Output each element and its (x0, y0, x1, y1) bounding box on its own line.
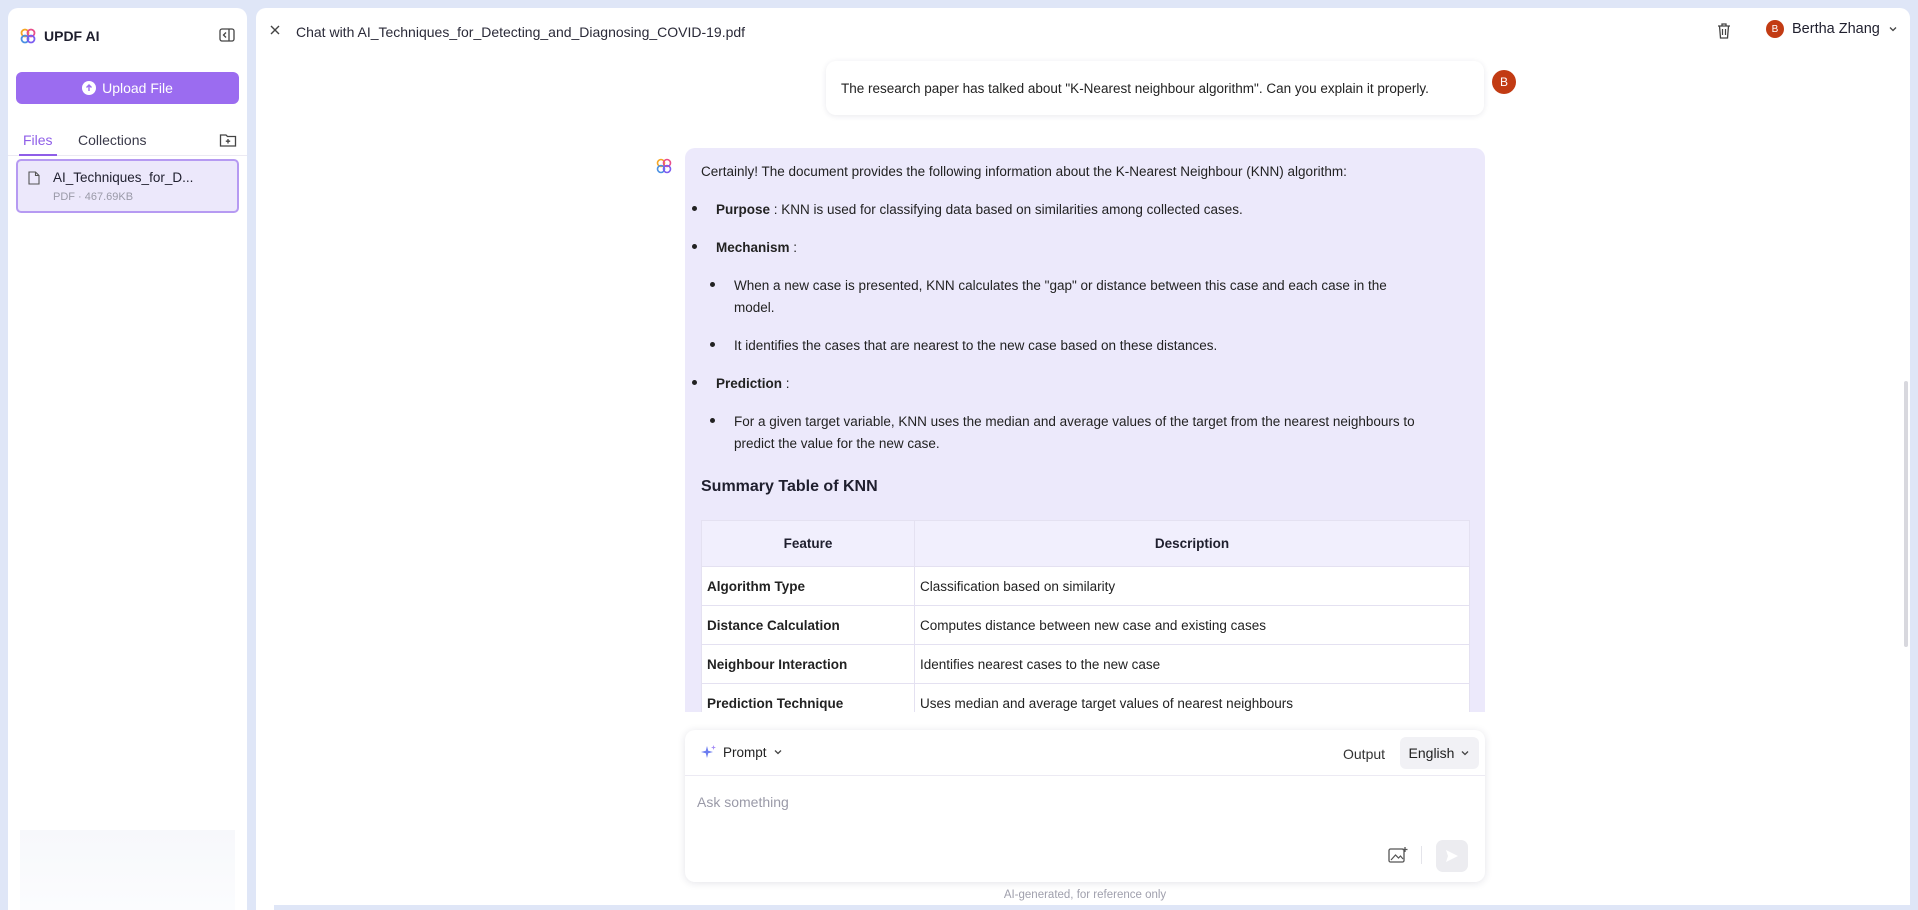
bullet (692, 244, 697, 249)
prediction-suffix: : (782, 376, 790, 391)
upload-icon (82, 81, 96, 95)
prediction-point-line-1: For a given target variable, KNN uses the median and average values of the target from the nearest neighbours to (734, 414, 1415, 429)
send-button[interactable] (1436, 840, 1468, 872)
table-row (702, 567, 1470, 606)
divider (1421, 846, 1422, 864)
ai-message (685, 148, 1485, 712)
document-icon (28, 171, 40, 185)
chevron-down-icon (773, 747, 783, 757)
user-message (826, 61, 1484, 115)
table-cell-description: Computes distance between new case and existing cases (915, 606, 1470, 645)
sidebar-tabs (8, 124, 247, 156)
sparkle-icon (701, 744, 717, 760)
mechanism-item (716, 237, 797, 259)
column-header-feature: Feature (702, 521, 915, 567)
mechanism-suffix: : (789, 240, 798, 255)
mechanism-label: Mechanism (716, 240, 790, 255)
tab-files[interactable]: Files (23, 132, 53, 148)
bullet (710, 418, 715, 423)
user-name: Bertha Zhang (1792, 21, 1880, 37)
mechanism-point-1-line-1: When a new case is presented, KNN calculates the "gap" or distance between this case and each case in the (734, 278, 1387, 293)
ai-assistant-icon (656, 158, 672, 174)
chat-title: Chat with AI_Techniques_for_Detecting_and_Diagnosing_COVID-19.pdf (296, 24, 746, 40)
composer-toolbar (685, 730, 1485, 776)
sidebar-bottom-fade (20, 830, 235, 910)
mechanism-point-1-line-2: model. (734, 300, 775, 315)
collapse-sidebar-icon (219, 28, 235, 42)
disclaimer: AI-generated, for reference only (1003, 889, 1167, 901)
updf-logo-icon (20, 28, 36, 44)
prediction-item (716, 373, 790, 395)
table-header-row (702, 521, 1470, 567)
chevron-down-icon (1460, 748, 1470, 758)
close-icon[interactable] (267, 22, 283, 38)
table-cell-feature: Distance Calculation (702, 606, 915, 645)
column-header-description: Description (915, 521, 1470, 567)
purpose-text: : KNN is used for classifying data based on similarities among collected cases. (770, 202, 1243, 217)
language-select[interactable] (1400, 737, 1479, 769)
purpose-item (716, 199, 1243, 221)
new-folder-icon[interactable] (219, 132, 237, 148)
table-cell-description: Identifies nearest cases to the new case (915, 645, 1470, 684)
prompt-label: Prompt (723, 744, 767, 760)
chevron-down-icon (1888, 24, 1898, 34)
user-message-avatar: B (1492, 70, 1516, 94)
sidebar (8, 8, 247, 910)
summary-table (701, 520, 1470, 712)
bottom-scroll-track (274, 905, 1910, 910)
brand-name: UPDF AI (44, 28, 100, 44)
table-cell-description: Classification based on similarity (915, 567, 1470, 606)
trash-icon[interactable] (1716, 22, 1732, 40)
file-name: AI_Techniques_for_D... (53, 170, 194, 185)
upload-file-button[interactable] (16, 72, 239, 104)
user-menu[interactable] (1766, 20, 1898, 38)
mechanism-point-2: It identifies the cases that are nearest to the new case based on these distances. (734, 338, 1218, 353)
purpose-label: Purpose (716, 202, 771, 217)
table-cell-description: Uses median and average target values of nearest neighbours (915, 684, 1470, 713)
ask-input[interactable] (697, 790, 1467, 814)
summary-title: Summary Table of KNN (701, 478, 878, 495)
bullet (692, 380, 697, 385)
tab-collections[interactable]: Collections (78, 132, 147, 148)
upload-file-label: Upload File (102, 80, 173, 96)
chat-panel (256, 8, 1910, 910)
bullet (710, 342, 715, 347)
output-label: Output (1343, 746, 1386, 762)
avatar: B (1766, 20, 1784, 38)
file-meta: PDF · 467.69KB (53, 191, 134, 203)
prediction-label: Prediction (716, 376, 783, 391)
brand (20, 28, 99, 44)
table-cell-feature: Prediction Technique (702, 684, 915, 713)
file-list-item[interactable] (16, 159, 239, 213)
table-cell-feature: Algorithm Type (702, 567, 915, 606)
scrollbar[interactable] (1904, 381, 1908, 647)
bullet (710, 282, 715, 287)
send-icon (1445, 849, 1459, 863)
image-upload-icon[interactable] (1388, 846, 1408, 864)
language-value: English (1408, 745, 1455, 761)
table-cell-feature: Neighbour Interaction (702, 645, 915, 684)
table-row (702, 645, 1470, 684)
collapse-sidebar-button[interactable] (217, 25, 237, 45)
user-message-text: The research paper has talked about "K-Nearest neighbour algorithm". Can you explain it properly. (841, 80, 1429, 96)
bullet (692, 206, 697, 211)
prediction-point-line-2: predict the value for the new case. (734, 436, 940, 451)
prompt-button[interactable] (701, 744, 783, 760)
ai-intro: Certainly! The document provides the following information about the K-Nearest Neighbour (KNN) algorithm: (701, 164, 1347, 179)
table-row (702, 684, 1470, 713)
table-row (702, 606, 1470, 645)
composer (685, 730, 1485, 882)
